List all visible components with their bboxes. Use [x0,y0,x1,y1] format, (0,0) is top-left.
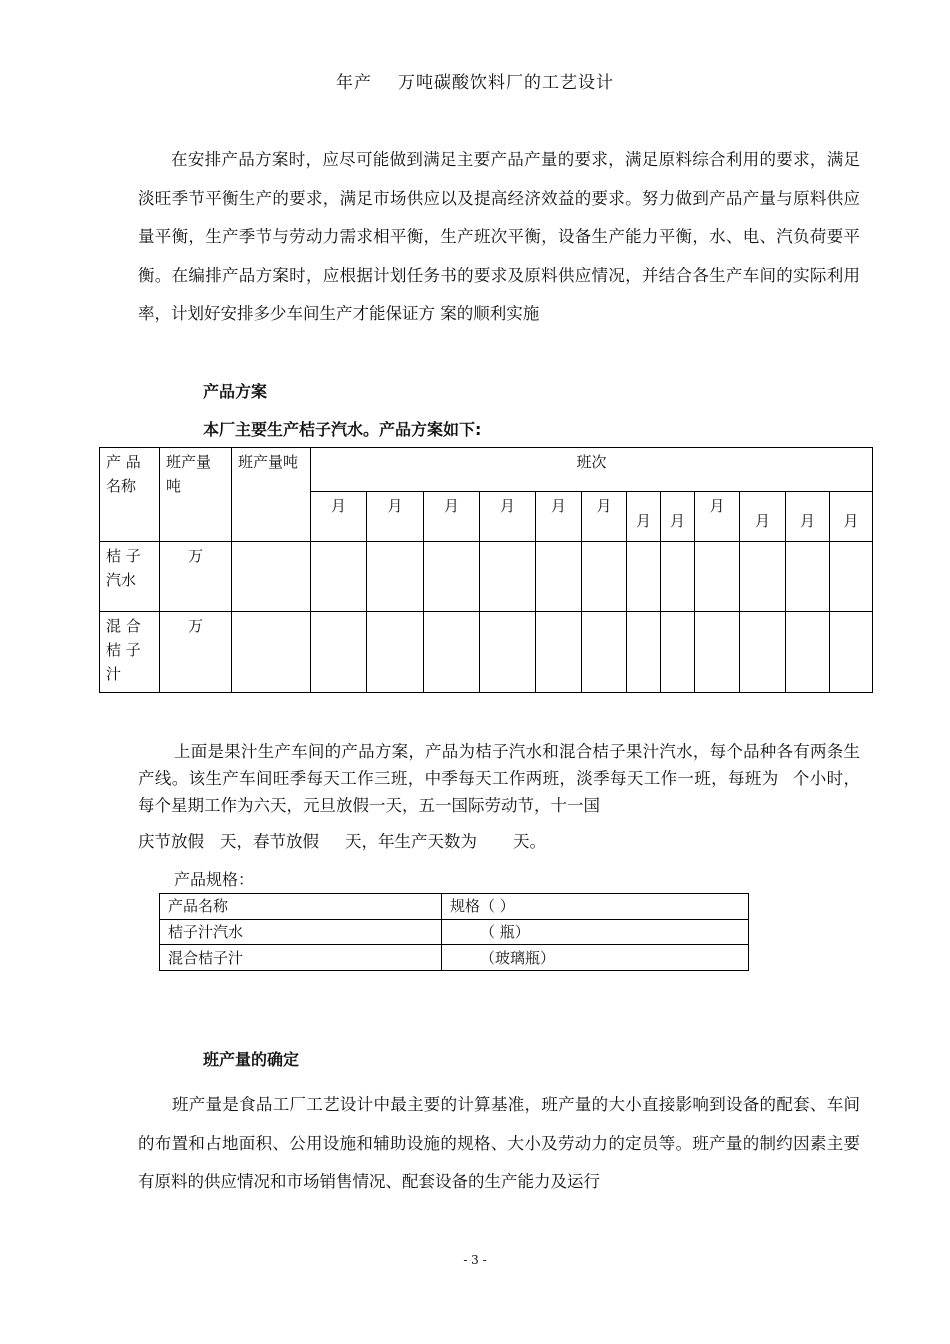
intro-paragraph-block [138,141,860,334]
spec-cell-name: 桔子汁汽水 [160,919,442,945]
header-title-part1: 年产 [336,73,372,93]
month-cell: 月 [311,492,367,542]
paragraph2-line1: 上面是果汁生产车间的产品方案，产品为桔子汽水和混合桔子果汁汽水，每个品种各有两条生产线。该生产车间旺季每天工作三班，中季每天工作两班，淡季每天工作一班，每班为 [138,742,860,788]
month-cell: 月 [695,492,740,542]
heading-product-plan: 产品方案 [203,382,268,401]
header-shift-output-1: 班产量吨 [160,448,232,542]
table-row [100,612,873,693]
page-header [0,68,950,93]
month-cell: 月 [830,492,873,542]
intro-paragraph: 在安排产品方案时，应尽可能做到满足主要产品产量的要求，满足原料综合利用的要求，满足淡旺季节平衡生产的要求，满足市场供应以及提高经济效益的要求。努力做到产品产量与原料供应量平衡，生产季节与劳动力需求相平衡，生产班次平衡，设备生产能力平衡，水、电、汽负荷要平衡。在编排产品方案时，应根据计划任务书的要求及原料供应情况，并结合各生产车间的实际利用率，计划好安排多少车间生产才能保证方 [138,150,860,323]
spec-cell-value: （ 瓶） [442,919,749,945]
page-number: - 3 - [463,1253,487,1267]
paragraph-production-line2 [138,830,546,854]
month-cell: 月 [786,492,830,542]
spec-cell-value: （玻璃瓶） [442,945,749,971]
qty-cell: 万 [160,612,232,693]
month-cell: 月 [740,492,786,542]
month-cell: 月 [582,492,627,542]
table-row [160,945,749,971]
spec-header-spec: 规格（ ） [442,894,749,920]
product-name-cell: 混 合 桔 子 汁 [100,612,160,693]
header-title-part2: 万吨碳酸饮料厂的工艺设计 [398,73,614,93]
qty-cell: 万 [160,542,232,612]
paragraph2-line2b: 天，春节放假 [220,832,319,851]
month-cell: 月 [536,492,582,542]
spec-cell-name: 混合桔子汁 [160,945,442,971]
paragraph2-line2a: 庆节放假 [138,832,204,851]
month-cell: 月 [661,492,695,542]
paragraph2-line2d: 天。 [513,832,546,851]
spec-table [159,893,749,971]
paragraph2-line1b: 个小时，每个星期工作为六天，元旦放假一天，五一国际劳动节，十一国 [138,769,861,815]
table-row [100,542,873,612]
intro-tail: 案的顺利实施 [440,304,540,323]
month-cell: 月 [627,492,661,542]
spec-label: 产品规格： [174,870,255,889]
paragraph2-line2c: 天，年生产天数为 [345,832,477,851]
product-name-cell: 桔 子 汽水 [100,542,160,612]
header-product-name: 产 品 名称 [100,448,160,542]
month-cell: 月 [480,492,536,542]
month-cell: 月 [367,492,424,542]
paragraph3: 班产量是食品工厂工艺设计中最主要的计算基准，班产量的大小直接影响到设备的配套、车间的布置和占地面积、公用设施和辅助设施的规格、大小及劳动力的定员等。班产量的制约因素主要有原料的供应情况和市场销售情况、配套设备的生产能力及运行 [138,1095,860,1191]
paragraph-shift-output [138,1086,860,1202]
subheading-product-plan: 本厂主要生产桔子汽水。产品方案如下: [203,420,482,439]
header-shift-output-2: 班产量吨 [232,448,311,542]
header-shift: 班次 [311,448,873,492]
product-plan-table [99,447,873,693]
table-row [160,919,749,945]
month-cell: 月 [424,492,480,542]
paragraph-production [138,738,860,819]
table-row [160,894,749,920]
heading-shift-output: 班产量的确定 [203,1050,300,1069]
spec-header-name: 产品名称 [160,894,442,920]
